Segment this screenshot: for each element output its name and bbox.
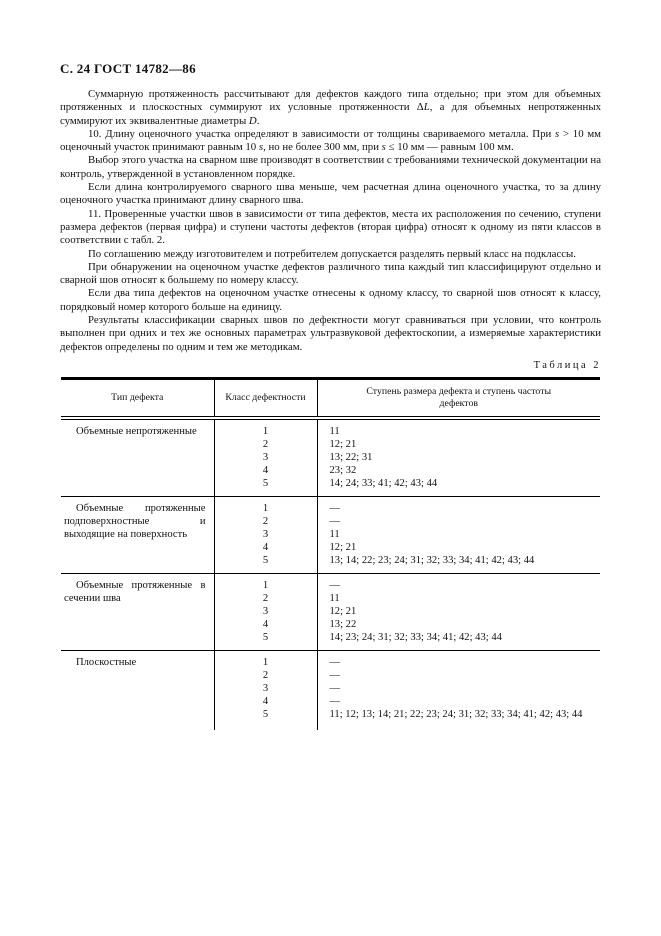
paragraph: Если длина контролируемого сварного шва меньше, чем расчетная длина оценочного участка, то за длину оценочного участка принимают длину сварного шва. <box>60 181 601 207</box>
column-header-defect-class: Класс дефектности <box>214 379 317 419</box>
size-frequency-step-cell: 14; 23; 24; 31; 32; 33; 34; 41; 42; 43; 44 <box>317 631 600 651</box>
size-frequency-step-cell: 12; 21 <box>317 541 600 554</box>
size-frequency-step-cell: — <box>317 497 600 516</box>
defect-class-cell: 3 <box>214 605 317 618</box>
defect-class-cell: 3 <box>214 528 317 541</box>
size-frequency-step-cell: — <box>317 515 600 528</box>
defect-class-cell: 4 <box>214 695 317 708</box>
paragraph: Суммарную протяженность рассчитывают для дефектов каждого типа отдельно; при этом для объемных протяженных и плоскостных суммируют их условные протяженности ΔL, а для объемных непротяженных суммируют их эквивалентные диаметры D. <box>60 88 601 127</box>
paragraph: При обнаружении на оценочном участке дефектов различного типа каждый тип классифицируют отдельно и сварной шов относят к большему по номеру классу. <box>60 260 601 287</box>
size-frequency-step-cell: — <box>317 574 600 593</box>
size-frequency-step-cell: 13; 22 <box>317 618 600 631</box>
table-header-row <box>61 379 600 419</box>
size-frequency-step-cell: 14; 24; 33; 41; 42; 43; 44 <box>317 477 600 497</box>
defect-class-cell: 4 <box>214 541 317 554</box>
defect-class-cell: 1 <box>214 651 317 670</box>
defect-class-cell: 5 <box>214 631 317 651</box>
size-frequency-step-cell: — <box>317 682 600 695</box>
defect-class-cell: 1 <box>214 418 317 438</box>
defect-class-cell: 5 <box>214 554 317 574</box>
column-header-size-frequency-step-label: Ступень размера дефекта и ступень частоты дефектов <box>366 386 552 409</box>
size-frequency-step-cell: 13; 22; 31 <box>317 451 600 464</box>
defect-classification-table <box>61 377 600 730</box>
defect-class-cell: 2 <box>214 592 317 605</box>
page-header: С. 24 ГОСТ 14782—86 <box>60 61 196 76</box>
size-frequency-step-cell: 13; 14; 22; 23; 24; 31; 32; 33; 34; 41; 42; 43; 44 <box>317 554 600 574</box>
size-frequency-step-cell: — <box>317 669 600 682</box>
defect-type-cell: Объемные протяженные в сечении шва <box>61 574 214 651</box>
table-row <box>61 497 600 516</box>
defect-class-cell: 2 <box>214 669 317 682</box>
defect-class-cell: 1 <box>214 497 317 516</box>
defect-class-cell: 3 <box>214 682 317 695</box>
defect-class-cell: 1 <box>214 574 317 593</box>
paragraph: Результаты классификации сварных швов по дефектности могут сравниваться при условии, что контроль выполнен при одних и тех же основных параметрах ультразвуковой дефектоскопии, а измеряемые характеристики дефектов определены по одним и тем же методикам. <box>60 314 601 353</box>
defect-class-cell: 3 <box>214 451 317 464</box>
paragraph: По соглашению между изготовителем и потребителем допускается разделять первый класс на подклассы. <box>88 247 576 260</box>
column-header-size-frequency-step <box>317 379 600 419</box>
size-frequency-step-cell: 12; 21 <box>317 438 600 451</box>
defect-class-cell: 2 <box>214 515 317 528</box>
paragraph: 11. Проверенные участки швов в зависимости от типа дефектов, места их расположения по сечению, ступени размера дефектов (первая цифра) и ступени частоты дефектов (вторая цифра) относят к одному из пяти классов в соответствии с табл. 2. <box>60 207 601 247</box>
size-frequency-step-cell: — <box>317 651 600 670</box>
paragraph: Выбор этого участка на сварном шве производят в соответствии с требованиями технической документации на контроль, утвержденной в установленном порядке. <box>60 154 601 180</box>
defect-class-cell: 5 <box>214 477 317 497</box>
defect-class-cell: 4 <box>214 618 317 631</box>
size-frequency-step-cell: 11 <box>317 418 600 438</box>
table-row <box>61 651 600 670</box>
size-frequency-step-cell: 12; 21 <box>317 605 600 618</box>
table-label: Таблица 2 <box>533 360 601 371</box>
size-frequency-step-cell: 11 <box>317 592 600 605</box>
size-frequency-step-cell: 11; 12; 13; 14; 21; 22; 23; 24; 31; 32; 33; 34; 41; 42; 43; 44 <box>317 708 600 730</box>
defect-type-cell: Объемные непротяженные <box>76 426 197 437</box>
size-frequency-step-cell: 11 <box>317 528 600 541</box>
defect-type-cell: Плоскостные <box>61 651 214 731</box>
defect-type-cell: Объемные протяженные подповерхностные и выходящие на поверхность <box>61 497 214 574</box>
size-frequency-step-cell: 23; 32 <box>317 464 600 477</box>
size-frequency-step-cell: — <box>317 695 600 708</box>
table-row <box>61 574 600 593</box>
body-text <box>60 88 601 354</box>
paragraph: 10. Длину оценочного участка определяют в зависимости от толщины свариваемого металла. При s > 10 мм оценочный участок принимают равным 10 s, но не более 300 мм, при s ≤ 10 мм — равным 100 мм. <box>60 127 601 154</box>
table-row <box>61 418 600 438</box>
column-header-defect-type: Тип дефекта <box>61 379 214 419</box>
paragraph: Если два типа дефектов на оценочном участке отнесены к одному классу, то сварной шов относят к классу, порядковый номер которого больше на единицу. <box>60 287 601 313</box>
defect-class-cell: 4 <box>214 464 317 477</box>
defect-class-cell: 5 <box>214 708 317 730</box>
defect-class-cell: 2 <box>214 438 317 451</box>
